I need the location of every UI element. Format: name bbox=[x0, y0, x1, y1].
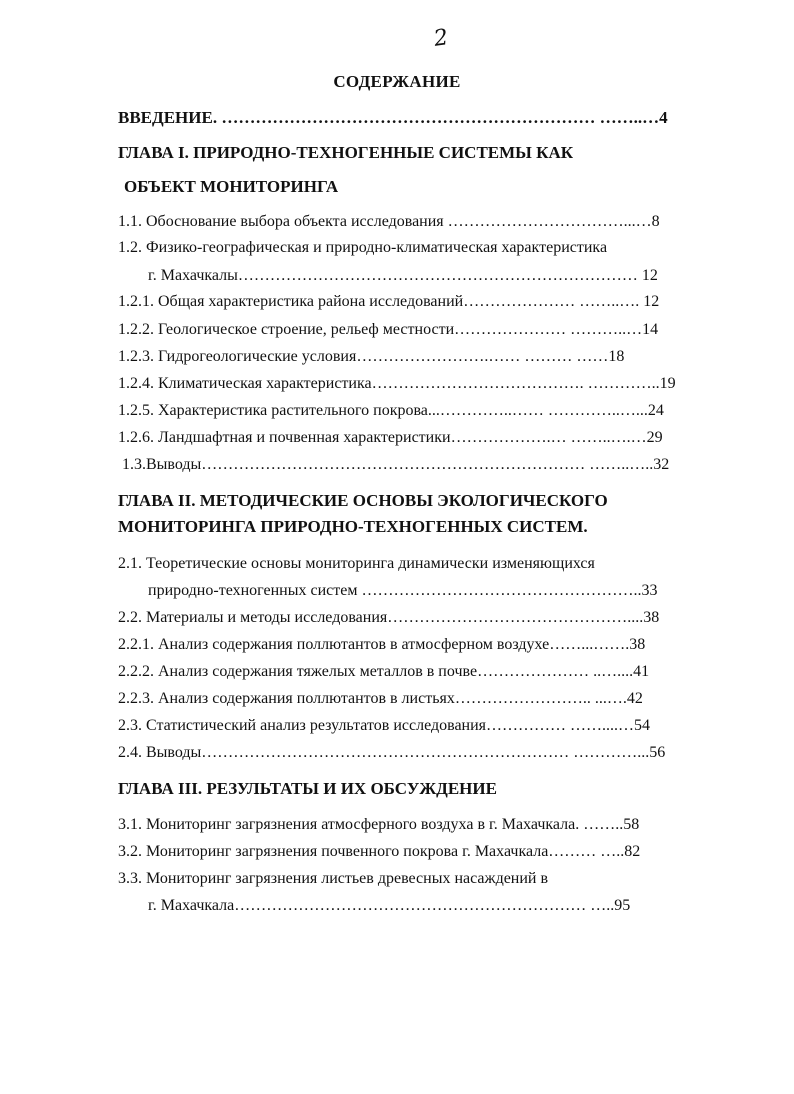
toc-section-3-3-cont: г. Махачкала………………………………………………………… …..95 bbox=[148, 897, 631, 914]
toc-chapter-2-title: ГЛАВА II. МЕТОДИЧЕСКИЕ ОСНОВЫ ЭКОЛОГИЧЕСКОГО bbox=[118, 491, 608, 510]
toc-section-1-2-3: 1.2.3. Гидрогеологические условия…………………….…… ……… ……18 bbox=[118, 348, 625, 365]
toc-section-1-2: 1.2. Физико-географическая и природно-климатическая характеристика bbox=[118, 239, 608, 256]
toc-introduction: ВВЕДЕНИЕ. ………………………………………………………… ……..…4 bbox=[118, 108, 668, 127]
toc-chapter-1-title: ГЛАВА I. ПРИРОДНО-ТЕХНОГЕННЫЕ СИСТЕМЫ КАК bbox=[118, 143, 574, 162]
toc-section-1-2-4: 1.2.4. Климатическая характеристика…………………………………. …………..19 bbox=[118, 375, 676, 392]
page-number: 2 bbox=[432, 25, 450, 52]
toc-section-2-1-cont: природно-техногенных систем ……………………………………………..33 bbox=[148, 582, 658, 599]
toc-section-3-1: 3.1. Мониторинг загрязнения атмосферного воздуха в г. Махачкала. ……..58 bbox=[118, 816, 640, 833]
toc-section-1-1: 1.1. Обоснование выбора объекта исследования ……………………………...…8 bbox=[118, 213, 660, 230]
toc-section-1-3: 1.3.Выводы……………………………………………………………… ……..…..32 bbox=[122, 456, 670, 473]
toc-title: СОДЕРЖАНИЕ bbox=[333, 72, 461, 91]
toc-section-2-2: 2.2. Материалы и методы исследования………………………………………....38 bbox=[118, 609, 660, 626]
toc-section-2-4: 2.4. Выводы…………………………………………………………… …………...56 bbox=[118, 744, 666, 761]
toc-section-1-2-1: 1.2.1. Общая характеристика района исследований………………… ……..…. 12 bbox=[118, 293, 660, 310]
toc-section-2-1: 2.1. Теоретические основы мониторинга динамически изменяющихся bbox=[118, 555, 595, 572]
toc-section-2-3: 2.3. Статистический анализ результатов исследования…………… ……....…54 bbox=[118, 717, 651, 734]
toc-section-1-2-6: 1.2.6. Ландшафтная и почвенная характеристики……………….… ……..….…29 bbox=[118, 429, 663, 446]
toc-section-1-2-cont: г. Махачкалы………………………………………………………………… 12 bbox=[148, 267, 658, 284]
toc-chapter-2-title-cont: МОНИТОРИНГА ПРИРОДНО-ТЕХНОГЕННЫХ СИСТЕМ. bbox=[118, 517, 588, 536]
toc-chapter-1-title-cont: ОБЪЕКТ МОНИТОРИНГА bbox=[124, 177, 339, 196]
toc-section-2-2-1: 2.2.1. Анализ содержания поллютантов в атмосферном воздухе……...…….38 bbox=[118, 636, 646, 653]
toc-section-1-2-2: 1.2.2. Геологическое строение, рельеф местности………………… ………..…14 bbox=[118, 321, 659, 338]
toc-section-3-2: 3.2. Мониторинг загрязнения почвенного покрова г. Махачкала……… …..82 bbox=[118, 843, 641, 860]
toc-section-1-2-5: 1.2.5. Характеристика растительного покрова...…………..…… …………..…...24 bbox=[118, 402, 664, 419]
toc-section-2-2-3: 2.2.3. Анализ содержания поллютантов в листьях…………………….. ...….42 bbox=[118, 690, 643, 707]
toc-section-3-3: 3.3. Мониторинг загрязнения листьев древесных насаждений в bbox=[118, 870, 549, 887]
toc-section-2-2-2: 2.2.2. Анализ содержания тяжелых металлов в почве………………… ..…....41 bbox=[118, 663, 650, 680]
toc-chapter-3-title: ГЛАВА III. РЕЗУЛЬТАТЫ И ИХ ОБСУЖДЕНИЕ bbox=[118, 779, 497, 798]
